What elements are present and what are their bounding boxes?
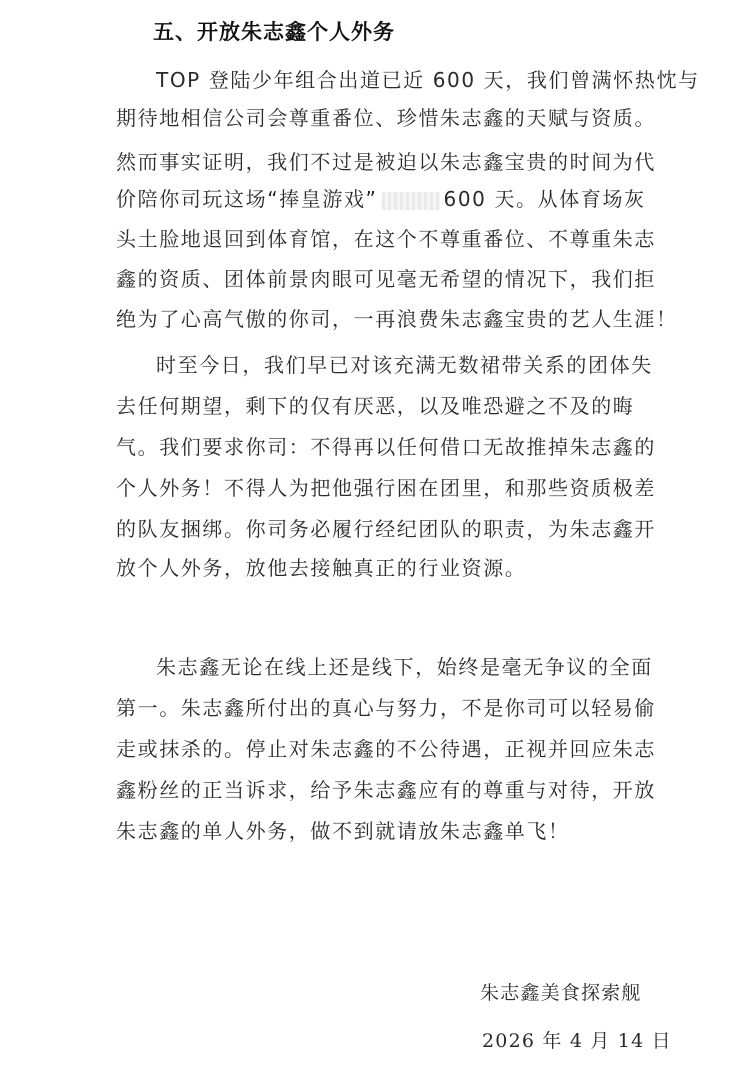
- paragraph-3-line-4: 鑫粉丝的正当诉求，给予朱志鑫应有的尊重与对待，开放: [116, 778, 656, 802]
- paragraph-2-line-1: 时至今日，我们早已对该充满无数裙带关系的团体失: [156, 353, 653, 377]
- paragraph-2-line-2: 去任何期望，剩下的仅有厌恶，以及唯恐避之不及的晦: [116, 394, 635, 418]
- paragraph-3-line-1: 朱志鑫无论在线上还是线下，始终是毫无争议的全面: [156, 655, 653, 679]
- paragraph-1-line-5: 头土脸地退回到体育馆，在这个不尊重番位、不尊重朱志: [116, 227, 656, 251]
- paragraph-3-line-5: 朱志鑫的单人外务，做不到就请放朱志鑫单飞！: [116, 819, 570, 843]
- paragraph-1-line-7: 绝为了心高气傲的你司，一再浪费朱志鑫宝贵的艺人生涯！: [116, 307, 678, 331]
- signature-name: 朱志鑫美食探索舰: [480, 982, 642, 1004]
- signature-date: 2026 年 4 月 14 日: [482, 1030, 672, 1052]
- paragraph-3-line-2: 第一。朱志鑫所付出的真心与努力，不是你司可以轻易偷: [116, 696, 656, 720]
- paragraph-1-line-2: 期待地相信公司会尊重番位、珍惜朱志鑫的天赋与资质。: [116, 106, 656, 130]
- paragraph-2-line-4: 个人外务！不得人为把他强行困在团里，和那些资质极差: [116, 476, 656, 500]
- paragraph-1-line-4-part-a: 价陪你司玩这场“捧皇游戏”: [116, 187, 378, 211]
- paragraph-1-line-4: [116, 183, 646, 212]
- paragraph-2-line-6: 放个人外务，放他去接触真正的行业资源。: [116, 556, 527, 580]
- paragraph-1-line-3: 然而事实证明，我们不过是被迫以朱志鑫宝贵的时间为代: [116, 150, 656, 174]
- section-heading: 五、开放朱志鑫个人外务: [153, 20, 395, 44]
- paragraph-1-line-6: 鑫的资质、团体前景肉眼可见毫无希望的情况下，我们拒: [116, 267, 656, 291]
- paragraph-2-line-3: 气。我们要求你司：不得再以任何借口无故推掉朱志鑫的: [116, 435, 656, 459]
- paragraph-1-line-4-part-b: 600 天。从体育场灰: [443, 187, 646, 211]
- paragraph-1-line-1: TOP 登陆少年组合出道已近 600 天，我们曾满怀热忱与: [156, 68, 700, 92]
- paragraph-2-line-5: 的队友捆绑。你司务必履行经纪团队的职责，为朱志鑫开: [116, 517, 656, 541]
- redacted-text: [382, 192, 440, 210]
- paragraph-3-line-3: 走或抹杀的。停止对朱志鑫的不公待遇，正视并回应朱志: [116, 737, 656, 761]
